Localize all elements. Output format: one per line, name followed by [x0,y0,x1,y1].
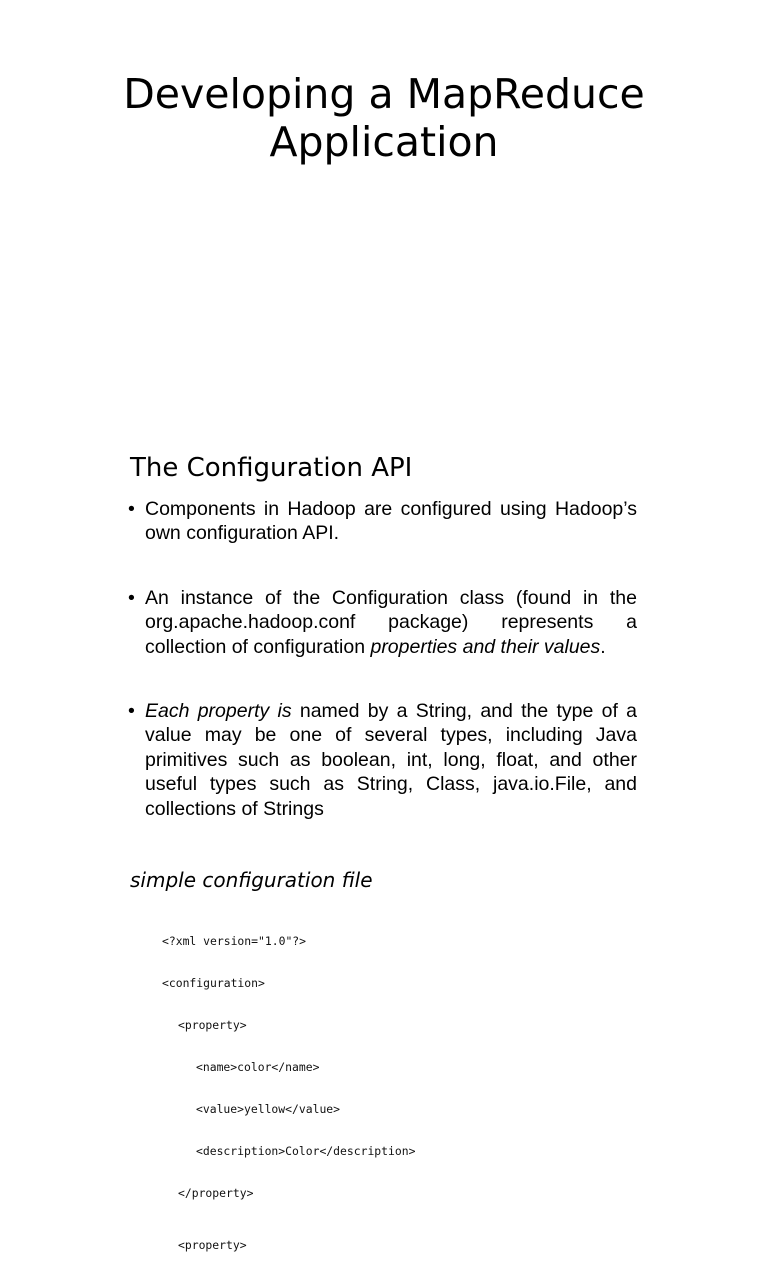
bullet-emphasis: Each property is [145,700,292,723]
slide-title-line-2: Application [269,118,499,166]
code-line: <description>Color</description> [196,1144,416,1158]
slide-title-line-1: Developing a MapReduce [123,70,645,118]
bullet-text: . [600,635,606,658]
bullet-text: An instance of the Configuration class (found in the org.apache.hadoop.conf package) represents a collection of configuration [145,586,637,658]
bullet-text: Components in Hadoop are configured using Hadoop’s own configuration API. [145,498,637,545]
bullet-item [128,586,637,659]
slide-title [0,70,768,166]
code-line: <value>yellow</value> [196,1102,341,1116]
bullet-item [128,699,637,821]
code-line: <name>color</name> [196,1060,320,1074]
code-line: </property> [178,1186,254,1200]
section-heading: The Configuration API [130,453,413,483]
code-line: <property> [178,1238,247,1252]
code-line: <property> [178,1018,247,1032]
bullet-item [128,497,637,546]
bullet-emphasis: properties and their values [370,635,601,658]
xml-code-block [162,906,415,1266]
bullet-text: named by a String, and the type of a value may be one of several types, including Java primitives such as boolean, int, long, float, and other useful types such as String, Class, java.io.File, and collections of Strings [145,700,637,820]
example-heading: simple configuration file [130,868,373,892]
code-line: <configuration> [162,976,265,990]
code-line: <?xml version="1.0"?> [162,934,307,948]
bullet-list [128,497,637,821]
